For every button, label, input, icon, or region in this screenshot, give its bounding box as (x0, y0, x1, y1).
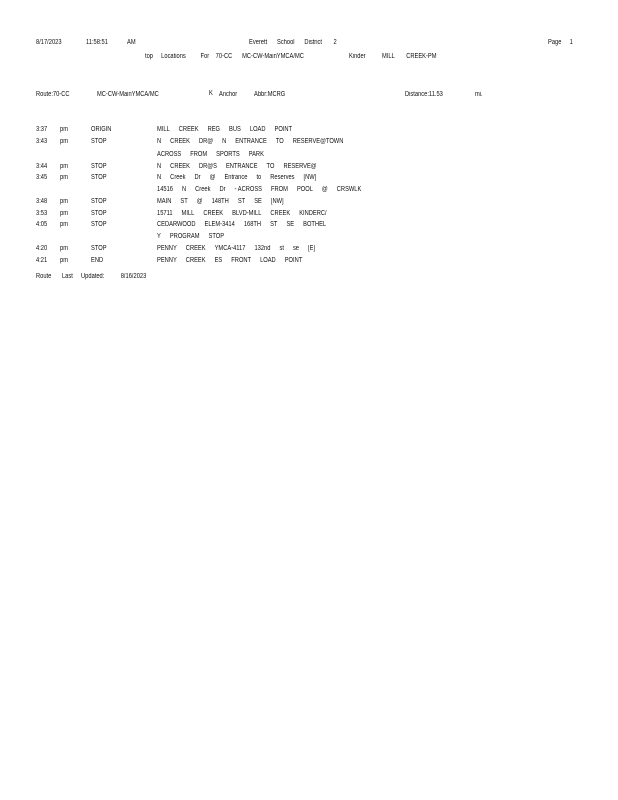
stop-description-word: ST (237, 198, 246, 205)
subtitle-word: MILL (381, 53, 395, 60)
stop-description-word: RESERVE@TOWN (292, 138, 344, 145)
stop-description-word: Dr (194, 174, 201, 181)
stop-description-word: 148TH (211, 198, 229, 205)
stop-description-word: PROGRAM (169, 233, 200, 240)
route-k: K (209, 90, 213, 97)
stop-description-word: MAIN (157, 198, 172, 205)
stop-time: 3:53 (36, 210, 48, 217)
stop-description-word: BOTHEL (303, 221, 327, 228)
stop-description-word: Creek (195, 186, 211, 193)
stop-ampm: pm (60, 257, 68, 264)
stop-time: 3:44 (36, 163, 48, 170)
route-id: Route:70-CC (36, 91, 70, 98)
stop-time: 3:45 (36, 174, 48, 181)
stop-description-word: YMCA-4117 (214, 245, 246, 252)
stop-description-word: ST (180, 198, 188, 205)
stop-description-word: CREEK (170, 138, 190, 145)
stop-description (157, 174, 325, 182)
stop-description-word: ENTRANCE (235, 138, 267, 145)
stop-description-word: DR@S (198, 163, 217, 170)
stop-description-word: SE (286, 221, 295, 228)
route-abbr: Abbr:MCRG (254, 91, 286, 98)
stop-description (157, 126, 301, 134)
stop-description-word: ELEM-3414 (204, 221, 235, 228)
stop-type: STOP (91, 198, 107, 205)
stop-description-word: [E] (308, 245, 316, 252)
stop-description-word: Reserves (270, 174, 295, 181)
stop-description-word: FROM (190, 151, 208, 158)
stop-description-word: CREEK (270, 210, 291, 217)
stop-description-word: POINT (284, 257, 303, 264)
stop-description-word: Y (157, 233, 161, 240)
stop-description-word: Creek (170, 174, 186, 181)
stop-description-word: ACROSS (157, 151, 182, 158)
stop-description-word: se (292, 245, 300, 252)
stop-description (157, 221, 335, 229)
page-indicator (548, 39, 573, 47)
report-ampm: AM (127, 39, 136, 46)
stop-time: 4:21 (36, 257, 48, 264)
district-word: 2 (333, 39, 337, 46)
stop-description-word: DR@ (198, 138, 214, 145)
stop-description-word: - ACROSS (234, 186, 263, 193)
stop-description-word: 132nd (254, 245, 271, 252)
stop-description-word: KINDERC/ (299, 210, 327, 217)
report-subtitle (145, 53, 444, 61)
stop-description-word: @ (321, 186, 328, 193)
stop-description-word: N (222, 138, 227, 145)
stop-description-word: STOP (208, 233, 225, 240)
stop-description (157, 233, 233, 241)
stop-description-word: CREEK (170, 163, 190, 170)
stop-type: STOP (91, 138, 107, 145)
stop-time: 3:43 (36, 138, 48, 145)
stop-description-word: BLVD-MILL (232, 210, 262, 217)
stop-type: STOP (91, 210, 107, 217)
stop-description-word: POINT (274, 126, 293, 133)
stop-description-word: [NW] (270, 198, 284, 205)
route-distance: Distance:11.53 (405, 91, 443, 98)
stop-type: STOP (91, 221, 107, 228)
stop-description-word: @ (196, 198, 203, 205)
stop-ampm: pm (60, 126, 68, 133)
stop-description-word: CREEK (178, 126, 199, 133)
subtitle-word: top (145, 53, 153, 60)
stop-ampm: pm (60, 198, 68, 205)
subtitle-word: CREEK-PM (406, 53, 437, 60)
stop-description (157, 186, 370, 194)
stop-description-word: 168TH (243, 221, 262, 228)
stop-description-word: LOAD (249, 126, 266, 133)
stop-description-word: CEDARWOOD (157, 221, 196, 228)
stop-type: STOP (91, 163, 107, 170)
subtitle-word: MC-CW-MainYMCA/MC (242, 53, 304, 60)
stop-description-word: 14516 (157, 186, 173, 193)
distance-unit: mi. (475, 91, 483, 98)
stop-type: ORIGIN (91, 126, 112, 133)
footer-word: Updated: (81, 273, 105, 280)
stop-description-word: REG (207, 126, 221, 133)
route-name: MC-CW-MainYMCA/MC (97, 91, 159, 98)
stop-description-word: N (157, 138, 162, 145)
stop-ampm: pm (60, 163, 68, 170)
stop-description-word: CREEK (203, 210, 224, 217)
district-word: Everett (249, 39, 268, 46)
stop-type: END (91, 257, 104, 264)
stop-time: 4:20 (36, 245, 48, 252)
report-date: 8/17/2023 (36, 39, 62, 46)
stop-description-word: 15711 (157, 210, 173, 217)
stop-description (157, 257, 311, 265)
stop-type: STOP (91, 245, 107, 252)
stop-description-word: FRONT (231, 257, 252, 264)
stop-description (157, 151, 273, 159)
stop-description-word: ST (270, 221, 278, 228)
stop-description-word: MILL (181, 210, 195, 217)
stop-description-word: N (157, 174, 162, 181)
stop-time: 3:37 (36, 126, 48, 133)
footer-date: 8/16/2023 (120, 273, 147, 280)
stop-description-word: Dr (219, 186, 226, 193)
stop-ampm: pm (60, 210, 68, 217)
stop-description-word: POOL (296, 186, 313, 193)
stop-description-word: MILL (157, 126, 170, 133)
stop-description-word: LOAD (260, 257, 276, 264)
district-word: District (304, 39, 322, 46)
stop-description-word: ENTRANCE (225, 163, 258, 170)
stop-description (157, 210, 336, 218)
stop-ampm: pm (60, 138, 68, 145)
stop-ampm: pm (60, 174, 68, 181)
stop-description-word: PENNY (157, 257, 177, 264)
route-anchor: Anchor (219, 91, 238, 98)
stop-description-word: CREEK (185, 245, 206, 252)
stop-description-word: st (279, 245, 284, 252)
stop-description-word: to (256, 174, 262, 181)
stop-description (157, 138, 352, 146)
subtitle-word: For (200, 53, 210, 60)
stop-description (157, 163, 326, 171)
stop-description-word: PENNY (157, 245, 177, 252)
stop-description-word: SE (254, 198, 262, 205)
stop-description-word: PARK (248, 151, 264, 158)
subtitle-word: Locations (161, 53, 186, 60)
stop-description-word: TO (266, 163, 275, 170)
report-time: 11:58:51 (86, 39, 108, 46)
stop-type: STOP (91, 174, 107, 181)
footer-word: Route (36, 273, 52, 280)
stop-ampm: pm (60, 245, 68, 252)
page-number: 1 (569, 39, 573, 46)
subtitle-word: Kinder (348, 53, 366, 60)
stop-ampm: pm (60, 221, 68, 228)
stop-description-word: RESERVE@ (283, 163, 317, 170)
footer-word: Last (61, 273, 73, 280)
stop-time: 3:48 (36, 198, 48, 205)
route-last-updated (36, 273, 146, 281)
district-word: School (277, 39, 295, 46)
stop-description-word: N (157, 163, 162, 170)
stop-description-word: FROM (271, 186, 288, 193)
stop-description-word: [NW] (303, 174, 317, 181)
stop-description-word: CRSWLK (336, 186, 362, 193)
stop-description-word: N (181, 186, 187, 193)
district-title (249, 39, 344, 47)
stop-description-word: Entrance (224, 174, 248, 181)
stop-description-word: @ (209, 174, 216, 181)
stop-description (157, 245, 324, 253)
subtitle-word: 70-CC (215, 53, 233, 60)
stop-description-word: SPORTS (216, 151, 240, 158)
stop-description-word: TO (275, 138, 284, 145)
stop-description-word: CREEK (185, 257, 206, 264)
stop-description (157, 198, 293, 206)
stop-time: 4:05 (36, 221, 48, 228)
page-label: Page (548, 39, 562, 46)
stop-description-word: BUS (229, 126, 241, 133)
stop-description-word: ES (214, 257, 223, 264)
